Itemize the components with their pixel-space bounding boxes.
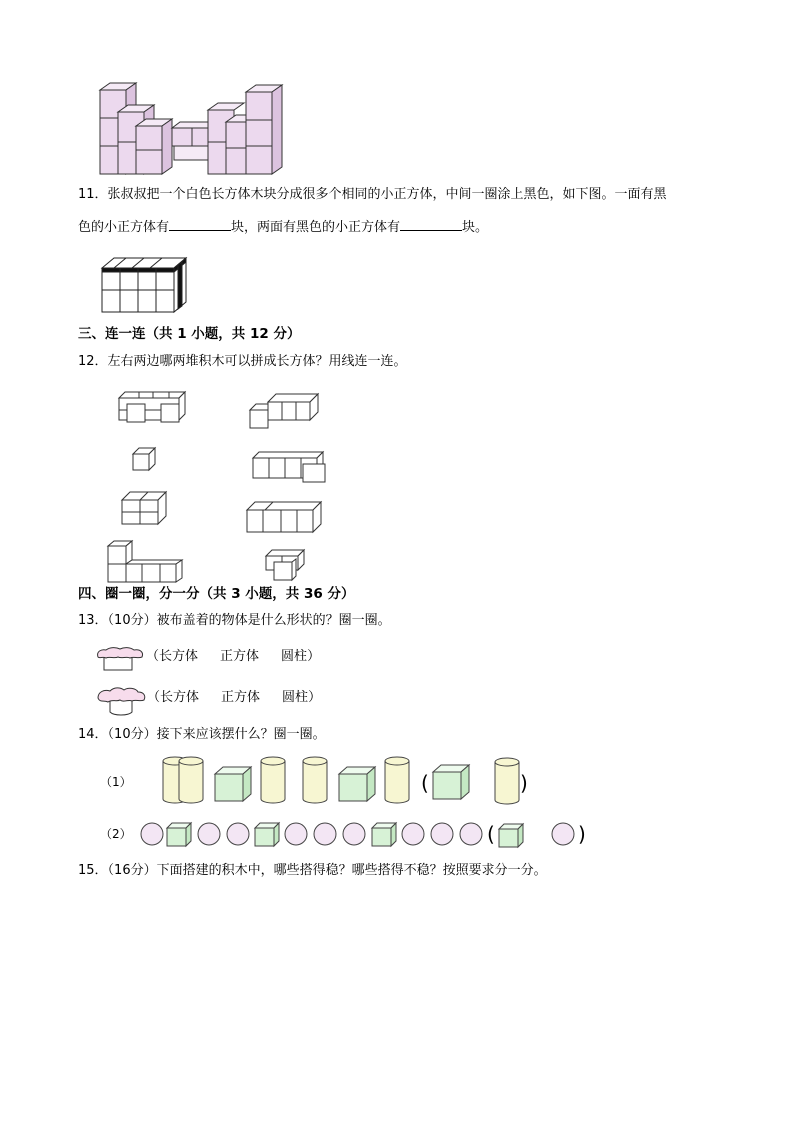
cylinder-icon — [261, 757, 285, 803]
covered-object-cuboid-icon — [94, 645, 146, 671]
cylinder-icon — [385, 757, 409, 803]
left-pile-3[interactable] — [120, 490, 170, 526]
cylinder-icon — [179, 757, 203, 803]
q13-row2-option-cuboid[interactable]: 长方体 — [160, 690, 200, 705]
q13-row2-option-cube[interactable]: 正方体 — [221, 690, 261, 705]
answer-option-cylinder-icon[interactable] — [495, 758, 519, 804]
purple-cube-castle-figure — [96, 82, 286, 174]
question-11-line-1: 11．张叔叔把一个白色长方体木块分成很多个相同的小正方体，中间一圈涂上黑色，如下图。一面有黑 — [78, 187, 667, 202]
ball-icon — [431, 823, 453, 845]
right-pile-4[interactable] — [264, 548, 308, 582]
right-pile-1[interactable] — [248, 390, 320, 430]
ball-icon — [285, 823, 307, 845]
q14-row2-paren-open: ( — [487, 822, 495, 846]
answer-option-cube-icon[interactable] — [499, 824, 523, 847]
q13-row2-option-cylinder[interactable]: 圆柱 — [282, 690, 309, 705]
answer-option-ball-icon[interactable] — [552, 823, 574, 845]
question-11-text-a: 色的小正方体有 — [78, 220, 170, 235]
q13-row1-option-cylinder[interactable]: 圆柱 — [281, 649, 308, 664]
cube-icon — [339, 767, 375, 801]
section-4-title: 四、圈一圈，分一分（共 3 小题，共 36 分） — [78, 586, 355, 602]
ball-icon — [227, 823, 249, 845]
q14-sequence-row-2 — [140, 820, 580, 850]
ball-icon — [402, 823, 424, 845]
answer-blank-one-face[interactable] — [169, 217, 231, 231]
cube-icon — [215, 767, 251, 801]
painted-cuboid-figure — [100, 256, 192, 312]
left-pile-1[interactable] — [113, 390, 193, 426]
question-12-text: 12．左右两边哪两堆积木可以拼成长方体？用线连一连。 — [78, 354, 407, 369]
q13-row2-options — [147, 689, 321, 707]
question-11-line-2 — [78, 217, 488, 237]
q13-row1-options — [146, 648, 320, 666]
q13-row1-open: （ — [146, 649, 160, 664]
question-14-text: 14．（10分）接下来应该摆什么？圈一圈。 — [78, 727, 326, 742]
cube-icon — [255, 823, 279, 846]
q13-row1-close: ） — [307, 649, 321, 664]
q13-row2-open: （ — [147, 690, 161, 705]
q14-row1-paren-open: ( — [421, 771, 429, 795]
covered-object-cylinder-icon — [96, 686, 148, 716]
ball-icon — [460, 823, 482, 845]
cube-icon — [167, 823, 191, 846]
ball-icon — [343, 823, 365, 845]
q13-row1-option-cuboid[interactable]: 长方体 — [159, 649, 199, 664]
q14-row2-paren-close: ) — [578, 822, 586, 846]
q14-sequence-row-1 — [160, 754, 532, 804]
cylinder-icon — [303, 757, 327, 803]
left-pile-2[interactable] — [131, 446, 159, 474]
answer-option-cube-icon[interactable] — [433, 765, 469, 799]
q14-row1-label: （1） — [100, 775, 132, 789]
question-11-text-c: 块。 — [462, 220, 489, 235]
right-pile-3[interactable] — [245, 500, 325, 534]
ball-icon — [198, 823, 220, 845]
q13-row2-close: ） — [308, 690, 322, 705]
ball-icon — [314, 823, 336, 845]
left-pile-4[interactable] — [106, 540, 184, 584]
q14-row1-paren-close: ) — [520, 771, 528, 795]
section-3-title: 三、连一连（共 1 小题，共 12 分） — [78, 326, 301, 342]
q14-row2-label: （2） — [100, 827, 132, 841]
right-pile-2[interactable] — [251, 450, 331, 484]
q13-row1-option-cube[interactable]: 正方体 — [220, 649, 260, 664]
cube-icon — [372, 823, 396, 846]
question-15-text: 15．（16分）下面搭建的积木中，哪些搭得稳？哪些搭得不稳？按照要求分一分。 — [78, 863, 547, 878]
ball-icon — [141, 823, 163, 845]
question-11-text-b: 块，两面有黑色的小正方体有 — [231, 220, 401, 235]
answer-blank-two-faces[interactable] — [400, 217, 462, 231]
question-13-text: 13．（10分）被布盖着的物体是什么形状的？圈一圈。 — [78, 613, 391, 628]
